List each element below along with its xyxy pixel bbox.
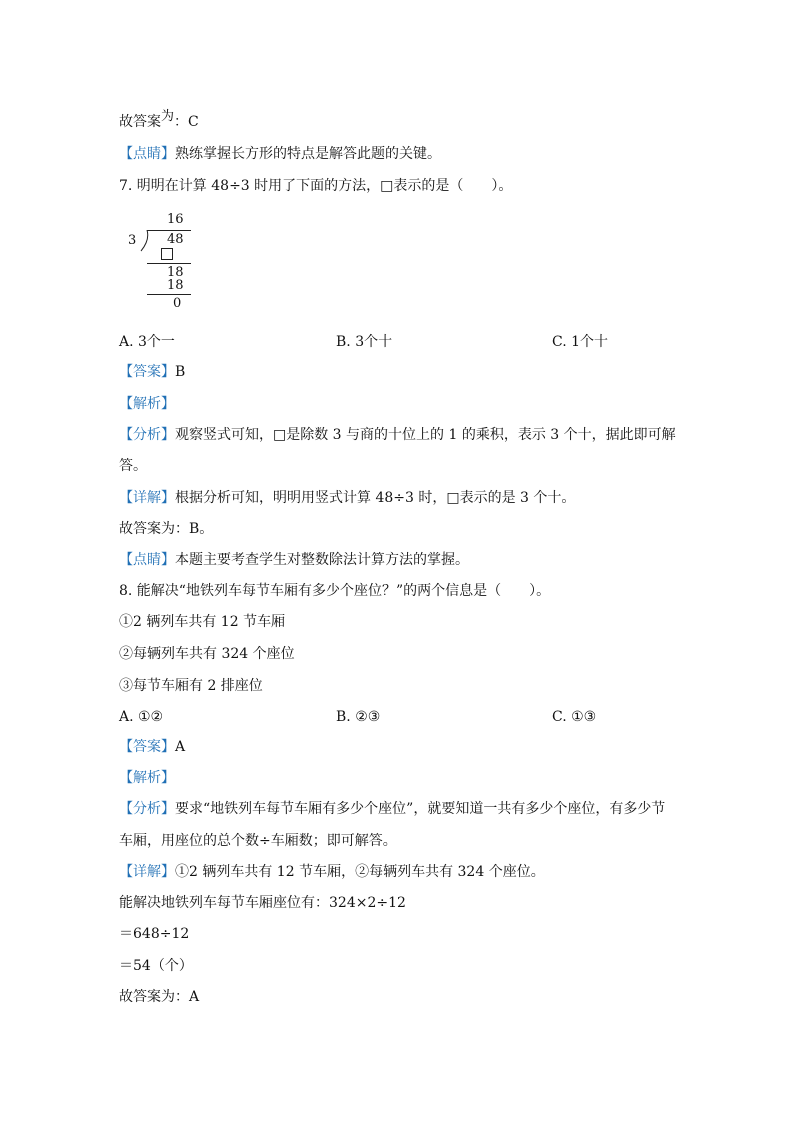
q7-dianjing (119, 551, 469, 569)
detail-text: 根据分析可知，明明用竖式计算 48÷3 时，□表示的是 3 个十。 (175, 490, 576, 506)
answer-tag: 【答案】 (119, 364, 175, 380)
q7-option-a: A. 3个一 (119, 334, 175, 350)
blank-box (161, 248, 173, 260)
detail-text: ①2 辆列车共有 12 节车厢，②每辆列车共有 324 个座位。 (175, 864, 545, 880)
q7-answer (119, 363, 185, 381)
detail-tag: 【详解】 (119, 864, 175, 880)
dianjing-tag: 【点睛】 (119, 146, 175, 162)
division-bar (147, 230, 191, 231)
analysis-text: 观察竖式可知，□是除数 3 与商的十位上的 1 的乘积，表示 3 个十，据此即可解 (175, 427, 676, 443)
quotient: 16 (167, 212, 184, 227)
subtract-line-1 (147, 263, 191, 264)
q8-info-1: ①2 辆列车共有 12 节车厢 (119, 614, 286, 630)
dianjing-line (119, 145, 441, 163)
q8-calc-2: ＝648÷12 (119, 926, 190, 942)
long-division-figure (125, 210, 205, 310)
q7-analysis (119, 426, 676, 444)
q7-detail (119, 489, 575, 507)
dividend: 48 (167, 232, 184, 247)
question-7: 7. 明明在计算 48÷3 时用了下面的方法，□表示的是（ ）。 (119, 178, 513, 194)
q8-option-c: C. ①③ (552, 709, 597, 725)
dianjing-text: 熟练掌握长方形的特点是解答此题的关键。 (175, 146, 441, 162)
division-bracket (139, 230, 151, 252)
q8-option-b: B. ②③ (336, 709, 381, 725)
analysis-tag: 【分析】 (119, 801, 175, 817)
analysis-text: 要求“地铁列车每节车厢有多少个座位”，就要知道一共有多少个座位，有多少节 (175, 801, 666, 817)
q8-detail (119, 863, 545, 881)
q8-option-a: A. ①② (119, 709, 164, 725)
q7-conclusion: 故答案为：B。 (119, 521, 214, 537)
answer-for: 为 (161, 109, 175, 124)
q7-analysis-cont: 答。 (119, 458, 147, 474)
divisor: 3 (128, 233, 137, 248)
answer-value: ：C (174, 114, 199, 130)
answer-line (119, 109, 199, 132)
q8-calc-3: ＝54（个） (119, 958, 193, 974)
dianjing-tag: 【点睛】 (119, 552, 175, 568)
answer-prefix: 故答案 (119, 114, 161, 130)
q8-info-3: ③每节车厢有 2 排座位 (119, 678, 263, 694)
subtract-line-2 (147, 294, 191, 295)
q7-option-c: C. 1个十 (552, 334, 609, 350)
final-remainder: 0 (173, 296, 182, 311)
analysis-tag: 【分析】 (119, 427, 175, 443)
remainder-row-1: 18 (167, 265, 184, 280)
q8-info-2: ②每辆列车共有 324 个座位 (119, 646, 295, 662)
dianjing-text: 本题主要考查学生对整数除法计算方法的掌握。 (175, 552, 469, 568)
answer-text: B (175, 364, 186, 380)
q8-conclusion: 故答案为：A (119, 989, 200, 1005)
q8-analysis (119, 800, 665, 818)
q8-jiexi: 【解析】 (119, 770, 175, 786)
q8-calc-1: 能解决地铁列车每节车厢座位有：324×2÷12 (119, 895, 406, 911)
q8-answer (119, 738, 185, 756)
question-8: 8. 能解决“地铁列车每节车厢有多少个座位？”的两个信息是（ ）。 (119, 583, 551, 599)
answer-text: A (175, 739, 186, 755)
answer-tag: 【答案】 (119, 739, 175, 755)
q7-option-b: B. 3个十 (336, 334, 393, 350)
remainder-row-2: 18 (167, 278, 184, 293)
q8-analysis-cont: 车厢，用座位的总个数÷车厢数；即可解答。 (119, 833, 397, 849)
q7-jiexi: 【解析】 (119, 396, 175, 412)
detail-tag: 【详解】 (119, 490, 175, 506)
